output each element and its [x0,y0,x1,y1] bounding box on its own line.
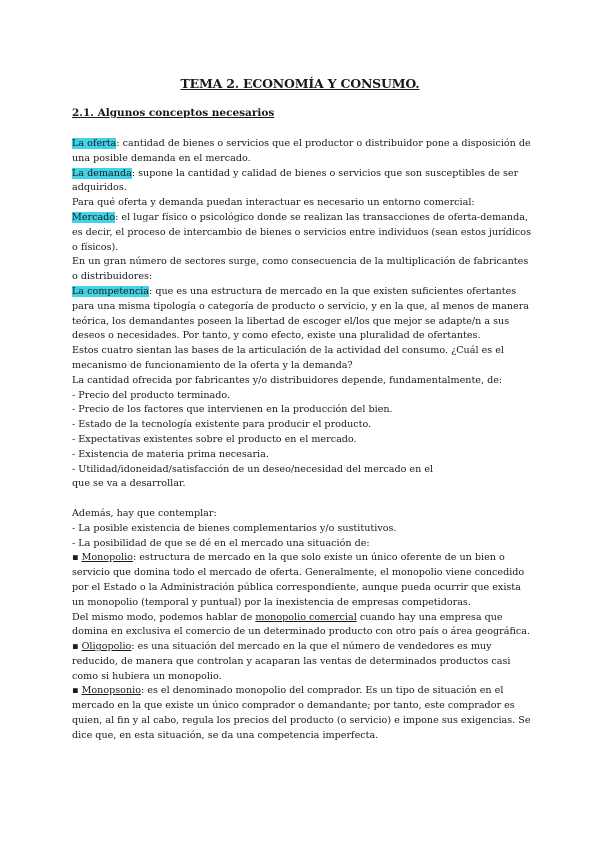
term-monopsonio: Monopsonio [81,685,141,697]
definition-oferta [72,137,532,167]
list-item: - La posible existencia de bienes complementarios y/o sustitutivos. [72,522,397,534]
bullet-icon: ▪ [72,552,82,564]
paragraph-para-que: Para qué oferta y demanda puedan interactuar es necesario un entorno comercial: [72,197,475,209]
term-competencia: La competencia [72,285,150,297]
paragraph-ademas: Además, hay que contemplar: [72,507,217,519]
definition-text: : cantidad de bienes o servicios que el productor o distribuidor pone a disposición de una posible demanda en el mercado. [72,138,531,164]
paragraph-estos-cuatro: Estos cuatro sientan las bases de la articulación de la actividad del consumo. ¿Cuál es el mecanismo de funcionamiento de la oferta y la demanda? [72,345,504,371]
document-body [72,137,532,744]
list-item: - Expectativas existentes sobre el producto en el mercado. [72,433,357,445]
definition-text: : el lugar físico o psicológico donde se realizan las transacciones de oferta-demanda, es decir, el proceso de intercambio de bienes o servicios entre individuos (sean estos jurídicos o físicos). [72,211,532,253]
list-item: - Precio de los factores que intervienen en la producción del bien. [72,404,393,416]
definition-mercado [72,211,532,255]
term-monopolio: Monopolio [81,552,133,564]
definition-competencia [72,285,532,344]
term-demanda: La demanda [72,167,132,179]
document-title: TEMA 2. ECONOMÍA Y CONSUMO. [180,76,420,91]
paragraph-gran-numero: En un gran número de sectores surge, como consecuencia de la multiplicación de fabricantes o distribuidores: [72,256,529,283]
blank-line [72,492,532,507]
list-item: - Utilidad/idoneidad/satisfacción de un deseo/necesidad del mercado en el [72,463,434,475]
definition-text: : supone la cantidad y calidad de bienes o servicios que son susceptibles de ser adquiridos. [72,167,519,194]
bullet-icon: ▪ [72,641,82,653]
paragraph-text: cuando hay una empresa que domina en exclusiva el comercio de un determinado producto con otro país o área geográfica. [72,611,531,638]
term-oligopolio: Oligopolio [81,641,132,653]
list-item: - Existencia de materia prima necesaria. [72,448,269,460]
definition-monopsonio [72,684,532,743]
list-item: - La posibilidad de que se dé en el mercado una situación de: [72,537,370,549]
list-item: que se va a desarrollar. [72,478,186,490]
bullet-icon: ▪ [72,685,82,697]
definition-text: : estructura de mercado en la que solo existe un único oferente de un bien o servicio que domina todo el mercado de oferta. Generalmente, el monopolio viene concedido por el Estado o la Administración pública correspondiente, aunque pueda ocurrir que exista un monopolio (temporal y puntual) por la inexistencia de empresas competidoras. [72,552,525,608]
term-oferta: La oferta [72,138,117,149]
definition-monopolio [72,551,532,610]
term-mercado: Mercado [72,211,116,223]
paragraph-cantidad: La cantidad ofrecida por fabricantes y/o distribuidores depende, fundamentalmente, de: [72,374,503,386]
paragraph-monopolio-comercial [72,611,532,641]
term-monopolio-comercial: monopolio comercial [255,611,357,623]
list-item: - Precio del producto terminado. [72,389,231,401]
paragraph-text: Del mismo modo, podemos hablar de [72,611,256,623]
definition-text: : es el denominado monopolio del comprador. Es un tipo de situación en el mercado en la que existe un único comprador o demandante; por tanto, este comprador es quien, al fin y al cabo, regula los precios del producto (o servicio) e impone sus exigencias. Se dice que, en esta situación, se da una competencia imperfecta. [72,685,531,741]
definition-oligopolio [72,640,532,684]
list-item: - Estado de la tecnología existente para producir el producto. [72,419,372,431]
section-heading: 2.1. Algunos conceptos necesarios [72,107,275,119]
definition-text: : que es una estructura de mercado en la que existen suficientes ofertantes para una misma tipología o categoría de producto o servicio, y en la que, al menos de manera teórica, los demandantes poseen la libertad de escoger el/los que mejor se adapte/n a sus deseos o necesidades. Por tanto, y como efecto, existe una pluralidad de ofertantes. [72,285,530,342]
definition-text: : es una situación del mercado en la que el número de vendedores es muy reducido, de manera que controlan y acaparan las ventas de determinados productos casi como si hubiera un monopolio. [72,641,511,682]
definition-demanda [72,167,532,197]
